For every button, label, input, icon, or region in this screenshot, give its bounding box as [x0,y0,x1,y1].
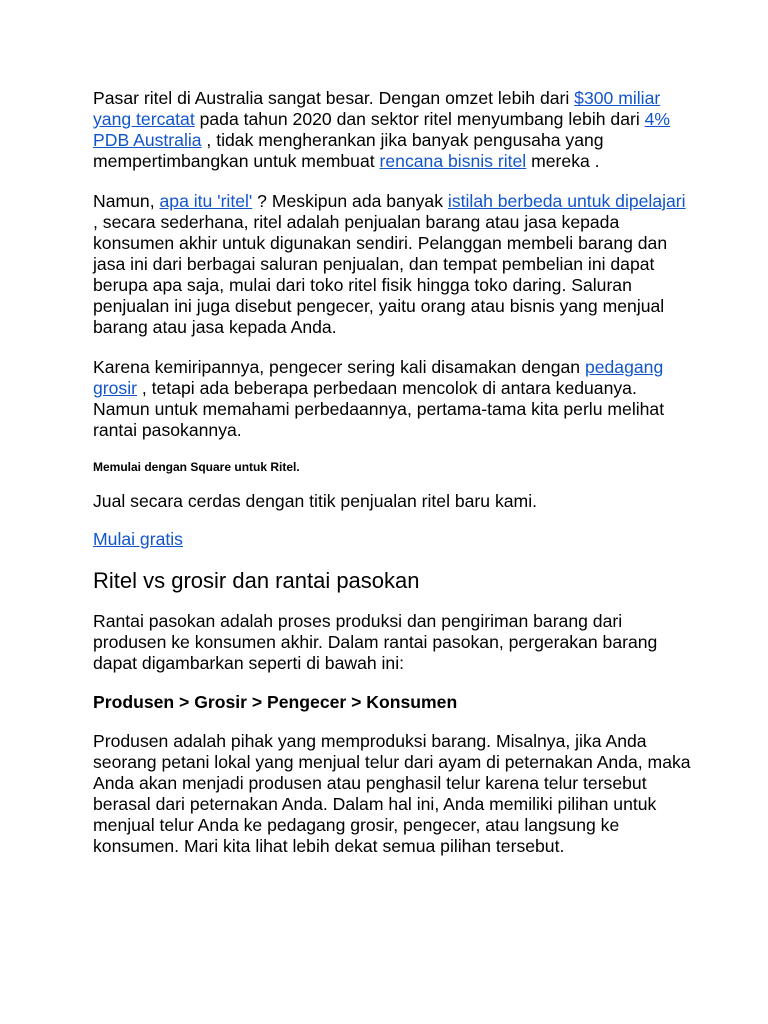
link-4-percent-gdp[interactable]: 4% PDB Australia [93,109,671,150]
link-300-billion[interactable]: $300 miliar yang tercatat [93,88,661,129]
paragraph-text: , tidak mengherankan jika banyak pengusaha yang mempertimbangkan untuk membuat [93,130,604,171]
paragraph-what-is-retail [93,191,693,338]
paragraph-wholesaler-comparison [93,357,693,441]
paragraph-text: Pasar ritel di Australia sangat besar. Dengan omzet lebih dari [93,88,575,108]
paragraph-text: Karena kemiripannya, pengecer sering kali disamakan dengan [93,357,585,377]
paragraph-text: mereka . [526,151,600,171]
link-wholesaler[interactable]: pedagang grosir [93,357,664,398]
section-heading: Ritel vs grosir dan rantai pasokan [93,568,420,593]
start-free-link[interactable]: Mulai gratis [93,529,183,549]
supply-chain-sequence: Produsen > Grosir > Pengecer > Konsumen [93,692,458,712]
promo-title: Memulai dengan Square untuk Ritel. [93,460,300,474]
paragraph-text: , tetapi ada beberapa perbedaan mencolok di antara keduanya. Namun untuk memahami perbedaannya, pertama-tama kita perlu melihat rantai pasokannya. [93,378,665,440]
link-different-terms[interactable]: istilah berbeda untuk dipelajari [447,191,686,211]
paragraph-supply-chain: Rantai pasokan adalah proses produksi dan pengiriman barang dari produsen ke konsumen akhir. Dalam rantai pasokan, pergerakan barang dapat digambarkan seperti di bawah ini: [93,611,658,673]
paragraph-text: , secara sederhana, ritel adalah penjualan barang atau jasa kepada konsumen akhir untuk digunakan sendiri. Pelanggan membeli barang dan jasa ini dari berbagai saluran penjualan, dan tempat pembelian ini dapat berupa apa saja, mulai dari toko ritel fisik hingga toko daring. Saluran penjualan ini juga disebut pengecer, yaitu orang atau bisnis yang menjual barang atau jasa kepada Anda. [93,212,668,337]
promo-cta-paragraph [93,529,693,550]
paragraph-text: ? Meskipun ada banyak [252,191,448,211]
promo-text: Jual secara cerdas dengan titik penjualan ritel baru kami. [93,491,538,511]
document-page [93,88,693,857]
paragraph-text: pada tahun 2020 dan sektor ritel menyumbang lebih dari [194,109,645,129]
link-retail-business-plan[interactable]: rencana bisnis ritel [379,151,527,171]
paragraph-retail-market [93,88,693,172]
paragraph-text: Namun, [93,191,160,211]
paragraph-producer: Produsen adalah pihak yang memproduksi barang. Misalnya, jika Anda seorang petani lokal yang menjual telur dari ayam di peternakan Anda, maka Anda akan menjadi produsen atau penghasil telur karena telur tersebut berasal dari peternakan Anda. Dalam hal ini, Anda memiliki pilihan untuk menjual telur Anda ke pedagang grosir, pengecer, atau langsung ke konsumen. Mari kita lihat lebih dekat semua pilihan tersebut. [93,731,691,856]
link-what-is-retail[interactable]: apa itu 'ritel' [159,191,253,211]
